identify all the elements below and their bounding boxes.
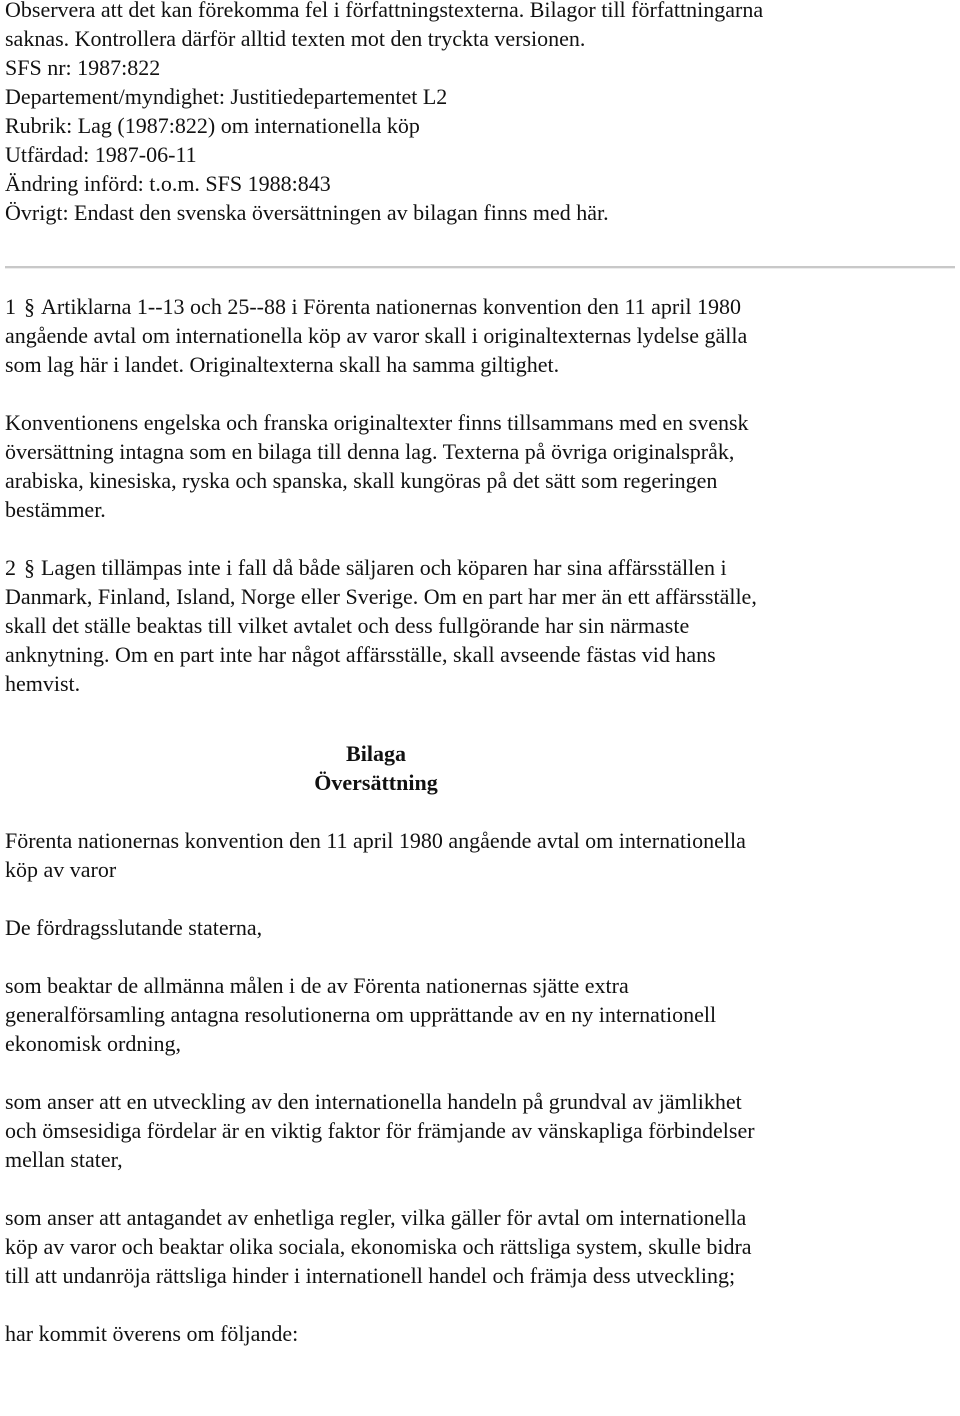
document-page <box>5 0 955 1348</box>
recital: som anser att en utveckling av den internationella handeln på grundval av jämlikhet och ömsesidiga fördelar är en viktig faktor för främjande av vänskapliga förbindelser mellan stater, <box>5 1089 755 1172</box>
other-note: Övrigt: Endast den svenska översättningen av bilagan finns med här. <box>5 200 609 225</box>
amendment: Ändring införd: t.o.m. SFS 1988:843 <box>5 171 331 196</box>
sfs-number: SFS nr: 1987:822 <box>5 55 161 80</box>
notice-line: saknas. Kontrollera därför alltid texten mot den tryckta versionen. <box>5 26 586 51</box>
annex-heading: Bilaga <box>346 741 406 766</box>
section-text: Lagen tillämpas inte i fall då både säljaren och köparen har sina affärsställen i Danmark, Finland, Island, Norge eller Sverige. Om en part har mer än ett affärsställe, skall det ställe beaktas till vilket avtalet och dess fullgörande har sin närmaste anknytning. Om en part inte har något affärsställe, skall avseende fästas vid hans hemvist. <box>5 555 757 696</box>
document-metadata <box>5 0 955 227</box>
horizontal-divider <box>5 266 955 269</box>
recital: som anser att antagandet av enhetliga regler, vilka gäller för avtal om internationella köp av varor och beaktar olika sociala, ekonomiska och rättsliga system, skulle bidra till att undanröja rättsliga hinder i internationell handel och främja dess utveckling; <box>5 1205 752 1288</box>
section-1-paragraph <box>5 292 765 379</box>
section-text: Artiklarna 1--13 och 25--88 i Förenta nationernas konvention den 11 april 1980 angående avtal om internationella köp av varor skall i originaltexternas lydelse gälla som lag här i landet. Originaltexterna skall ha samma giltighet. <box>5 294 748 377</box>
preamble-intro: De fördragsslutande staterna, <box>5 915 263 940</box>
section-number: 1 <box>5 294 16 319</box>
convention-title: Förenta nationernas konvention den 11 april 1980 angående avtal om internationella köp av varor <box>5 828 746 882</box>
agreement-line: har kommit överens om följande: <box>5 1321 299 1346</box>
notice-line: Observera att det kan förekomma fel i författningstexterna. Bilagor till författningarna <box>5 0 764 22</box>
issued-date: Utfärdad: 1987-06-11 <box>5 142 197 167</box>
section-sign-icon: § <box>24 294 35 319</box>
annex-subheading: Översättning <box>314 770 438 795</box>
department: Departement/myndighet: Justitiedepartementet L2 <box>5 84 448 109</box>
section-sign-icon: § <box>24 555 35 580</box>
section-2-paragraph <box>5 553 765 698</box>
rubric: Rubrik: Lag (1987:822) om internationella köp <box>5 113 420 138</box>
section-number: 2 <box>5 555 16 580</box>
recital: som beaktar de allmänna målen i de av Förenta nationernas sjätte extra generalförsamling antagna resolutionerna om upprättande av en ny internationell ekonomisk ordning, <box>5 973 717 1056</box>
section-1-paragraph-2: Konventionens engelska och franska originaltexter finns tillsammans med en svensk översättning intagna som en bilaga till denna lag. Texterna på övriga originalspråk, arabiska, kinesiska, ryska och spanska, skall kungöras på det sätt som regeringen bestämmer. <box>5 410 749 522</box>
